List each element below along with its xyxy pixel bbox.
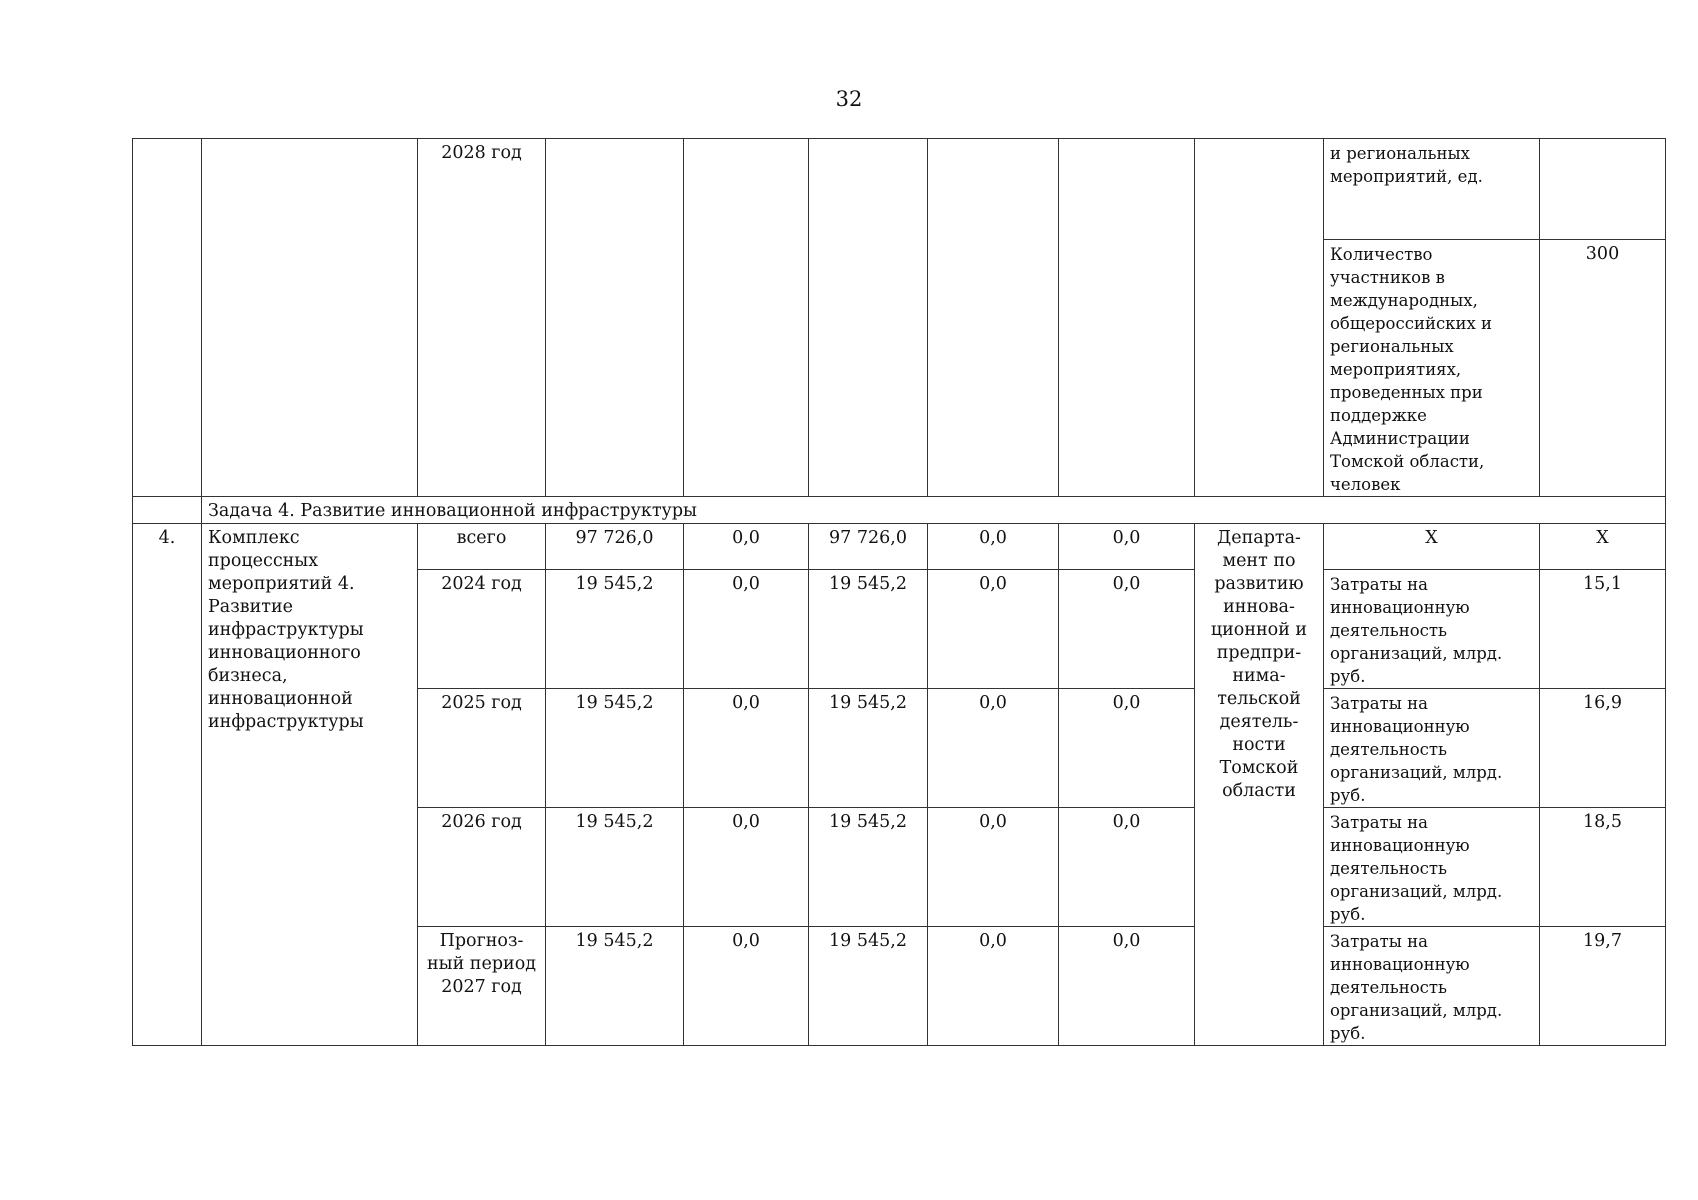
local-cell: 0,0 [928, 808, 1059, 927]
indicator-value-cell [1540, 139, 1666, 240]
federal-cell: 0,0 [684, 689, 809, 808]
total-cell: 97 726,0 [546, 524, 684, 570]
indicator-cell: Затраты на инновационную деятельность организаций, млрд. руб. [1324, 927, 1540, 1046]
other-cell [1059, 139, 1195, 497]
period-cell: 2024 год [418, 570, 546, 689]
indicator-cell: Затраты на инновационную деятельность организаций, млрд. руб. [1324, 570, 1540, 689]
other-cell: 0,0 [1059, 927, 1195, 1046]
federal-cell: 0,0 [684, 524, 809, 570]
continuation-row [133, 139, 1666, 240]
regional-cell: 19 545,2 [809, 808, 928, 927]
indicator-value-cell: 19,7 [1540, 927, 1666, 1046]
federal-cell: 0,0 [684, 808, 809, 927]
total-cell: 19 545,2 [546, 927, 684, 1046]
regional-cell: 97 726,0 [809, 524, 928, 570]
activity-name: Комплекс процессных мероприятий 4. Развитие инфраструктуры инновационного бизнеса, инновационной инфраструктуры [202, 524, 418, 1046]
total-cell: 19 545,2 [546, 689, 684, 808]
period-cell: 2028 год [418, 139, 546, 497]
indicator-value-cell: Х [1540, 524, 1666, 570]
indicator-cell: Количество участников в международных, общероссийских и региональных мероприятиях, проведенных при поддержке Администрации Томской области, человек [1324, 240, 1540, 497]
indicator-cell: Затраты на инновационную деятельность организаций, млрд. руб. [1324, 689, 1540, 808]
task-row [133, 497, 1666, 524]
indicator-value-cell: 16,9 [1540, 689, 1666, 808]
period-cell: всего [418, 524, 546, 570]
total-cell: 19 545,2 [546, 808, 684, 927]
indicator-cell: и региональных мероприятий, ед. [1324, 139, 1540, 240]
activity-number: 4. [133, 524, 202, 1046]
indicator-cell: Затраты на инновационную деятельность организаций, млрд. руб. [1324, 808, 1540, 927]
task-title: Задача 4. Развитие инновационной инфраструктуры [202, 497, 1666, 524]
federal-cell [684, 139, 809, 497]
local-cell [928, 139, 1059, 497]
other-cell: 0,0 [1059, 524, 1195, 570]
regional-cell [809, 139, 928, 497]
total-cell [546, 139, 684, 497]
indicator-value-cell: 18,5 [1540, 808, 1666, 927]
other-cell: 0,0 [1059, 570, 1195, 689]
federal-cell: 0,0 [684, 570, 809, 689]
federal-cell: 0,0 [684, 927, 809, 1046]
program-activities-table [132, 138, 1666, 1046]
responsible-department: Департа-мент по развитию иннова-ционной и предпри-нима-тельской деятель-ности Томской области [1195, 524, 1324, 1046]
local-cell: 0,0 [928, 524, 1059, 570]
period-cell: Прогноз-ный период 2027 год [418, 927, 546, 1046]
local-cell: 0,0 [928, 570, 1059, 689]
activity-total-row [133, 524, 1666, 570]
period-cell: 2025 год [418, 689, 546, 808]
page-number: 32 [835, 87, 863, 111]
total-cell: 19 545,2 [546, 570, 684, 689]
indicator-value-cell: 300 [1540, 240, 1666, 497]
indicator-cell: Х [1324, 524, 1540, 570]
other-cell: 0,0 [1059, 808, 1195, 927]
name-cell [202, 139, 418, 497]
department-cell [1195, 139, 1324, 497]
indicator-value-cell: 15,1 [1540, 570, 1666, 689]
local-cell: 0,0 [928, 689, 1059, 808]
local-cell: 0,0 [928, 927, 1059, 1046]
task-number-cell [133, 497, 202, 524]
period-cell: 2026 год [418, 808, 546, 927]
regional-cell: 19 545,2 [809, 689, 928, 808]
other-cell: 0,0 [1059, 689, 1195, 808]
number-cell [133, 139, 202, 497]
regional-cell: 19 545,2 [809, 927, 928, 1046]
regional-cell: 19 545,2 [809, 570, 928, 689]
